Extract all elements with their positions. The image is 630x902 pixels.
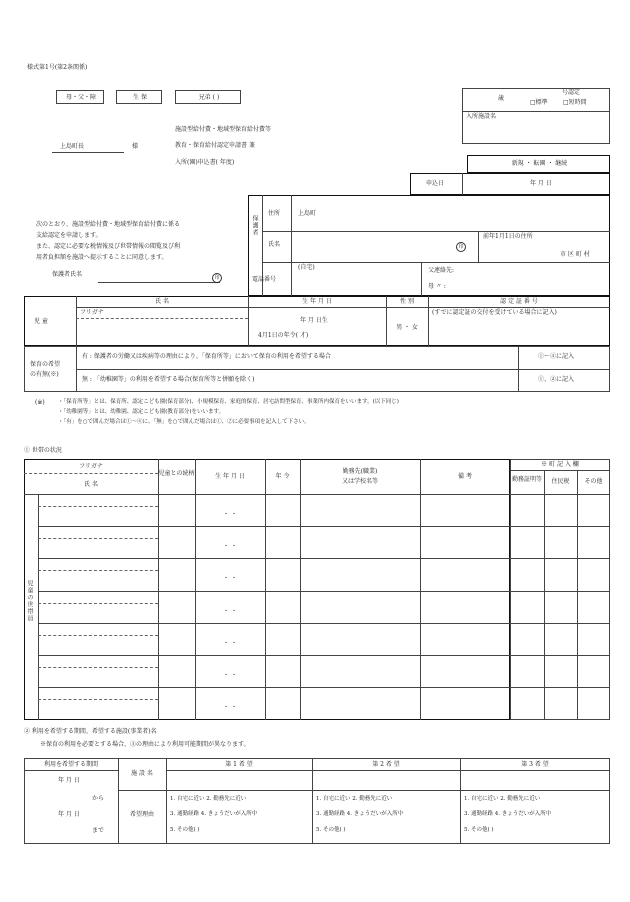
hope-label: 保育の希望 <box>30 361 61 368</box>
divider <box>510 470 610 471</box>
note-line: ・「保育所等」とは、保育所、認定こども園(保育部分)、小規模保育、家庭的保育、居宅訪問型保育、事業所内保育をいいます。(以下同じ) <box>58 399 399 405</box>
cert-option-standard[interactable]: □標準 <box>530 99 548 106</box>
statement-line4: 用者負担額を施設へ提示することに同意します。 <box>36 254 168 261</box>
child-birth-field[interactable]: 年 月 日生 <box>300 317 328 324</box>
title-line3: 入所(園)申込書( 年度) <box>175 159 235 166</box>
seal-mark: 印 <box>456 242 466 252</box>
prev-address-label: 前年1月1日の住所 <box>483 233 533 240</box>
guardian-section-label: 保護者 <box>251 215 258 236</box>
hope-label: の有無(※) <box>30 371 59 378</box>
table-row-birth-field[interactable]: ・ ・ <box>223 575 237 583</box>
furigana-line <box>38 538 158 539</box>
furigana-line <box>38 603 158 604</box>
child-furigana-label[interactable]: フリガナ <box>80 309 104 316</box>
household-work-header: 又は学校名等 <box>341 478 378 485</box>
table-row-birth-field[interactable]: ・ ・ <box>223 639 237 647</box>
period-from-suffix: から <box>92 795 105 802</box>
reason-option[interactable]: 1. 自宅に近い 2. 勤務先に近い <box>170 796 247 802</box>
reason-option[interactable]: 5. その他( ) <box>464 827 494 833</box>
child-label: 児 童 <box>34 318 48 325</box>
household-furigana-header: フリガナ <box>79 463 103 470</box>
guardian-name-line[interactable] <box>98 282 220 283</box>
town-col-header: 住民税 <box>551 478 570 485</box>
hope-no-option[interactable]: 無 : 「幼稚園等」の利用を希望する場合(保育所等と併願を除く) <box>82 376 255 383</box>
choice-header-1: 第 1 希 望 <box>225 761 253 768</box>
child-name-header: 氏 名 <box>155 298 169 305</box>
household-relation-header: 児童との続柄 <box>158 470 195 477</box>
hope-yes-option[interactable]: 有 : 保護者の労働又は疾病等の理由により、「保育所等」において保育の利用を希望する場合 <box>82 353 331 360</box>
divider <box>462 173 463 195</box>
household-remarks-header: 備 考 <box>458 473 472 480</box>
household-table <box>24 459 510 720</box>
addressee-sama: 様 <box>132 143 139 150</box>
town-use-header: ※ 町 記 入 欄 <box>541 461 579 468</box>
furigana-line <box>38 667 158 668</box>
grade-label: 歳 <box>498 95 505 102</box>
choice-header-2: 第 2 希 望 <box>372 761 400 768</box>
household-side-label: 児童の世帯員 <box>26 580 33 622</box>
period-label: 利用を希望する期間 <box>43 761 98 768</box>
divider <box>577 470 578 720</box>
divider <box>262 231 610 232</box>
divider <box>24 473 158 474</box>
address-label: 住所 <box>268 210 281 217</box>
category-box-welfare[interactable] <box>116 90 162 104</box>
choice-header-3: 第 3 希 望 <box>521 761 549 768</box>
cert-option-short[interactable]: □短時間 <box>563 99 587 106</box>
notes-mark: (※) <box>35 399 45 406</box>
note-line: ・「幼稚園等」とは、幼稚園、認定こども園(教育部分)をいいます。 <box>58 409 225 415</box>
child-sex-field[interactable]: 男 ・ 女 <box>396 324 418 331</box>
reason-option[interactable]: 5. その他( ) <box>170 827 200 833</box>
furigana-line <box>38 570 158 571</box>
facility-label: 入所施設名 <box>466 113 497 120</box>
household-age-header: 年 令 <box>275 473 290 480</box>
address-field[interactable]: 上島町 <box>298 210 317 217</box>
guardian-name-label: 保護者氏名 <box>52 271 83 278</box>
household-name-header: 氏 名 <box>84 481 98 488</box>
category-box-sibling[interactable] <box>175 90 241 104</box>
divider <box>265 459 266 720</box>
cert-label: 号認定 <box>562 89 581 96</box>
facility-section-title: ② 利用を希望する期間、希望する施設(事業者)名 <box>24 728 157 735</box>
furigana-line <box>38 635 158 636</box>
mother-contact-field[interactable]: 母 〃 : <box>428 283 446 290</box>
hope-yes-note: ①〜④に記入 <box>538 353 575 360</box>
reason-option[interactable]: 1. 自宅に近い 2. 勤務先に近い <box>316 796 393 802</box>
divider <box>291 195 292 296</box>
period-to-field[interactable]: 年 月 日 <box>58 811 80 818</box>
seal-mark: 印 <box>212 273 222 283</box>
divider <box>420 459 421 720</box>
divider <box>166 770 610 771</box>
name-label: 氏名 <box>268 241 281 248</box>
period-from-field[interactable]: 年 月 日 <box>58 777 80 784</box>
furigana-line <box>38 699 158 700</box>
category-label: 兄弟 ( ) <box>198 94 220 101</box>
apply-date-label: 申込日 <box>426 180 445 187</box>
household-birth-header: 生 年 月 日 <box>215 473 245 480</box>
divider <box>462 111 610 112</box>
table-row-birth-field[interactable]: ・ ・ <box>223 511 237 518</box>
divider <box>38 494 39 720</box>
town-col-header: 勤務証明等 <box>511 476 542 483</box>
facility-section-note: ※保育の利用を必要とする場合、③の理由により利用可能期間が異なります。 <box>40 741 250 748</box>
divider <box>300 459 301 720</box>
child-sex-header: 性 別 <box>400 298 414 305</box>
household-work-header: 勤務先(職業) <box>342 468 378 475</box>
facility-name-label: 施 設 名 <box>131 770 153 777</box>
statement-line1: 次のとおり、施設型給付費・地域型保育給付費に係る <box>36 221 181 228</box>
phone-label: 電話番号 <box>252 276 277 283</box>
note-line: ・「有」を○で囲んだ場合は①〜④に、「無」を○で囲んだ場合は①、②に必要事項を記入して下さい。 <box>58 419 310 425</box>
table-row-birth-field[interactable]: ・ ・ <box>223 672 237 679</box>
divider <box>195 459 196 720</box>
table-row-divider <box>38 655 610 656</box>
category-label: 生 保 <box>133 94 147 101</box>
town-use-table <box>510 459 610 720</box>
household-section-title: ① 世帯の状況 <box>24 447 62 454</box>
addressee: 上島町長 <box>60 143 85 150</box>
divider <box>421 262 422 296</box>
divider <box>118 790 610 791</box>
prev-address-unit: 市 区 町 村 <box>560 251 590 258</box>
reason-option[interactable]: 3. 通勤経路 4. きょうだいが入所中 <box>170 811 258 817</box>
hope-no-note: ①、②に記入 <box>538 376 575 383</box>
divider <box>24 494 610 495</box>
apply-date-field[interactable]: 年 月 日 <box>530 180 552 187</box>
table-row-birth-field[interactable]: ・ ・ <box>223 704 237 712</box>
table-row-divider <box>38 591 610 592</box>
table-row-birth-field[interactable]: ・ ・ <box>223 543 237 551</box>
reason-label: 希望理由 <box>129 811 154 818</box>
divider <box>262 262 610 263</box>
table-row-birth-field[interactable]: ・ ・ <box>223 607 237 615</box>
addressee-underline <box>52 152 124 153</box>
reason-option[interactable]: 3. 通勤経路 4. きょうだいが入所中 <box>464 811 552 817</box>
divider <box>158 459 159 720</box>
child-birth-header: 生 年 月 日 <box>302 298 332 305</box>
table-row-divider <box>38 558 610 559</box>
child-cert-header: 認 定 証 番 号 <box>500 298 538 305</box>
statement-line3: また、認定に必要な税情報及び世帯情報の閲覧及び利 <box>36 243 181 250</box>
divider <box>76 307 610 308</box>
divider <box>24 770 118 771</box>
form-number: 様式第1号(第2条関係) <box>27 64 88 71</box>
category-label: 母・父・障 <box>65 94 96 101</box>
category-box-parent[interactable] <box>56 90 104 104</box>
divider <box>544 470 545 720</box>
town-col-header: その他 <box>584 478 603 485</box>
child-cert-note: (すでに認定証の交付を受けている場合に記入) <box>432 309 557 316</box>
application-type: 新規 ・ 転園 ・ 継続 <box>511 160 568 167</box>
reason-option[interactable]: 3. 通勤経路 4. きょうだいが入所中 <box>316 811 404 817</box>
table-row-divider <box>38 623 610 624</box>
divider <box>478 231 479 262</box>
table-row-divider <box>38 526 610 527</box>
divider <box>76 318 248 319</box>
statement-line2: 支給認定を申請します。 <box>36 232 102 239</box>
child-age-field[interactable]: 4月1日の年令( 才) <box>258 332 309 339</box>
title-line2: 教育・保育給付認定申請書 兼 <box>175 142 255 149</box>
application-type-box[interactable] <box>467 155 610 173</box>
period-to-suffix: まで <box>92 827 105 834</box>
home-phone-field[interactable]: (自宅) <box>298 264 315 271</box>
reason-option[interactable]: 1. 自宅に近い 2. 勤務先に近い <box>464 796 541 802</box>
furigana-line <box>38 506 158 507</box>
father-contact-field[interactable]: 父連絡先: <box>428 267 455 274</box>
reason-option[interactable]: 5. その他( ) <box>316 827 346 833</box>
table-row-divider <box>38 687 610 688</box>
divider <box>76 369 610 370</box>
title-line1: 施設型給付費・地域型保育給付費等 <box>175 126 272 133</box>
